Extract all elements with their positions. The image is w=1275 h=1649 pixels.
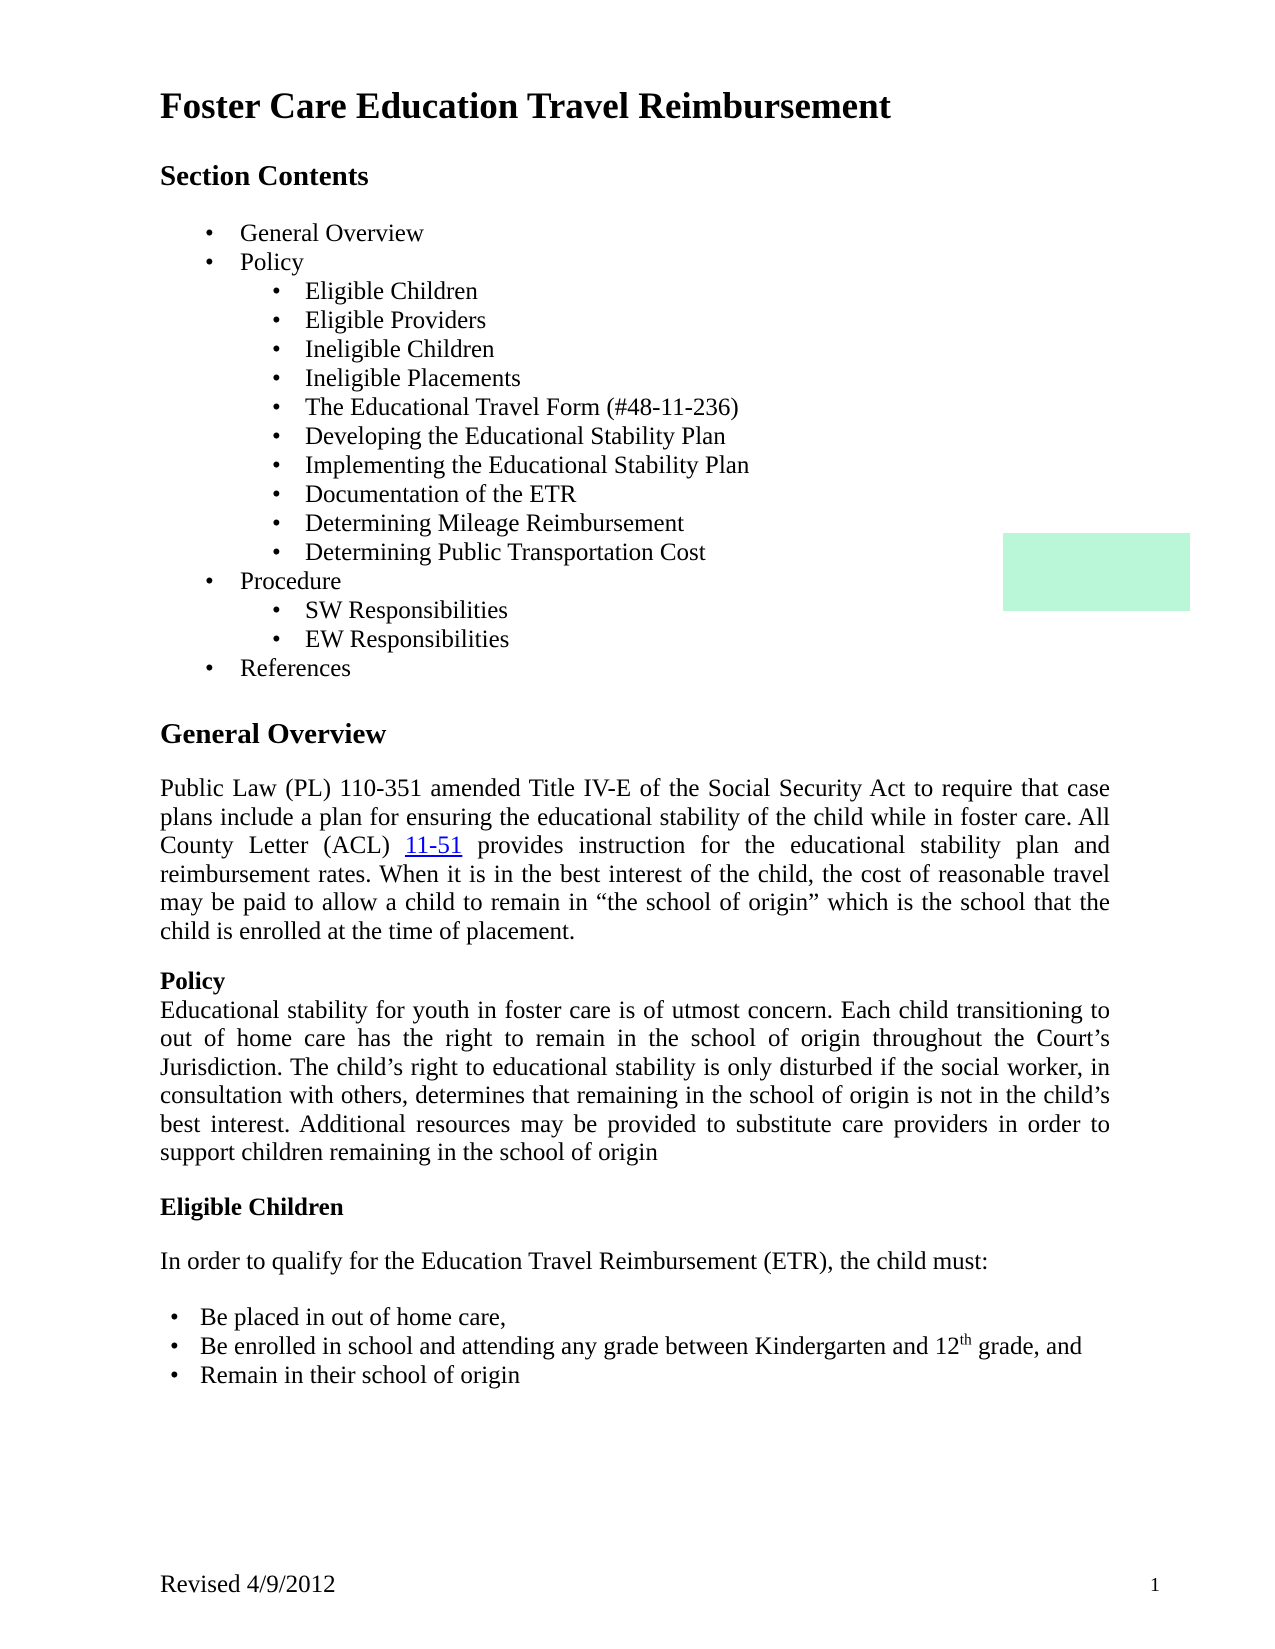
document-title: Foster Care Education Travel Reimbursement xyxy=(160,86,892,127)
toc-item xyxy=(160,393,1110,422)
bullet-icon: • xyxy=(170,1361,179,1389)
toc-item-label: Eligible Children xyxy=(305,278,478,305)
eligible-children-intro: In order to qualify for the Education Travel Reimbursement (ETR), the child must: xyxy=(160,1248,989,1275)
toc-item xyxy=(160,219,1110,248)
paragraph-text: provides instruction for the educational stability plan and reimbursement rates. When it is in the best interest of the child, the cost of reasonable travel may be paid to allow a child to remain in “the school of origin” which is the school that the child is enrolled at the time of placement. xyxy=(160,832,1110,945)
toc-item-label: Documentation of the ETR xyxy=(305,481,577,508)
policy-heading: Policy xyxy=(160,968,226,995)
toc-item-label: References xyxy=(240,655,352,682)
section-contents-list xyxy=(160,219,1110,683)
toc-item-label: Policy xyxy=(240,249,304,276)
acl-11-51-link[interactable]: 11-51 xyxy=(404,832,463,859)
eligible-children-list xyxy=(160,1303,1110,1390)
footer-page-number: 1 xyxy=(1150,1574,1160,1596)
toc-item xyxy=(160,335,1110,364)
list-item xyxy=(160,1332,1110,1361)
bullet-icon: • xyxy=(272,481,281,508)
toc-item-label: Ineligible Placements xyxy=(305,365,521,392)
toc-item xyxy=(160,625,1110,654)
toc-item xyxy=(160,654,1110,683)
bullet-icon: • xyxy=(272,539,281,566)
eligible-children-heading: Eligible Children xyxy=(160,1193,344,1221)
general-overview-paragraph xyxy=(160,775,1110,946)
bullet-icon: • xyxy=(272,336,281,363)
toc-item xyxy=(160,306,1110,335)
bullet-icon: • xyxy=(272,278,281,305)
document-content xyxy=(160,0,1110,1390)
toc-item-label: Ineligible Children xyxy=(305,336,495,363)
toc-item-label: Determining Mileage Reimbursement xyxy=(305,510,685,537)
toc-item-label: EW Responsibilities xyxy=(305,626,510,653)
bullet-icon: • xyxy=(272,307,281,334)
list-item-label: Be enrolled in school and attending any grade between Kindergarten and 12 xyxy=(200,1332,960,1360)
superscript-th: th xyxy=(959,1331,972,1349)
toc-item xyxy=(160,451,1110,480)
list-item-label: grade, and xyxy=(971,1332,1083,1360)
bullet-icon: • xyxy=(272,452,281,479)
bullet-icon: • xyxy=(205,249,214,276)
footer-revised-date: Revised 4/9/2012 xyxy=(160,1571,336,1598)
list-item-label: Remain in their school of origin xyxy=(200,1361,521,1389)
toc-item-label: SW Responsibilities xyxy=(305,597,509,624)
bullet-icon: • xyxy=(272,510,281,537)
toc-item xyxy=(160,509,1110,538)
bullet-icon: • xyxy=(272,597,281,624)
bullet-icon: • xyxy=(272,394,281,421)
toc-item xyxy=(160,538,1110,567)
bullet-icon: • xyxy=(170,1332,179,1360)
section-contents-heading: Section Contents xyxy=(160,160,369,192)
bullet-icon: • xyxy=(170,1303,179,1331)
bullet-icon: • xyxy=(272,626,281,653)
toc-item-label: Procedure xyxy=(240,568,342,595)
general-overview-heading: General Overview xyxy=(160,718,387,750)
toc-item xyxy=(160,277,1110,306)
bullet-icon: • xyxy=(205,655,214,682)
policy-paragraph: Educational stability for youth in foster care is of utmost concern. Each child transitioning to out of home care has the right to remain in the school of origin throughout the Court’s Jurisdiction. The child’s right to educational stability is only disturbed if the social worker, in consultation with others, determines that remaining in the school of origin is not in the child’s best interest. Additional resources may be provided to substitute care providers in order to support children remaining in the school of origin xyxy=(160,996,1110,1166)
toc-item-label: Determining Public Transportation Cost xyxy=(305,539,706,566)
toc-item-label: The Educational Travel Form (#48-11-236) xyxy=(305,394,739,421)
toc-item xyxy=(160,596,1110,625)
bullet-icon: • xyxy=(272,423,281,450)
list-item-label: Be placed in out of home care, xyxy=(200,1303,507,1331)
toc-item-label: Eligible Providers xyxy=(305,307,487,334)
toc-item-label: Developing the Educational Stability Plan xyxy=(305,423,726,450)
toc-item xyxy=(160,248,1110,277)
list-item xyxy=(160,1361,1110,1390)
paragraph-text: Public Law (PL) 110-351 amended Title IV-E of the Social Security Act to require that case plans include a plan for ensuring the educational stability of the child while in foster care. All County Letter (ACL) xyxy=(160,775,1110,859)
bullet-icon: • xyxy=(205,568,214,595)
toc-item xyxy=(160,567,1110,596)
bullet-icon: • xyxy=(272,365,281,392)
toc-item xyxy=(160,364,1110,393)
bullet-icon: • xyxy=(205,220,214,247)
toc-item xyxy=(160,480,1110,509)
list-item xyxy=(160,1303,1110,1332)
toc-item-label: General Overview xyxy=(240,220,424,247)
toc-item xyxy=(160,422,1110,451)
toc-item-label: Implementing the Educational Stability Plan xyxy=(305,452,750,479)
